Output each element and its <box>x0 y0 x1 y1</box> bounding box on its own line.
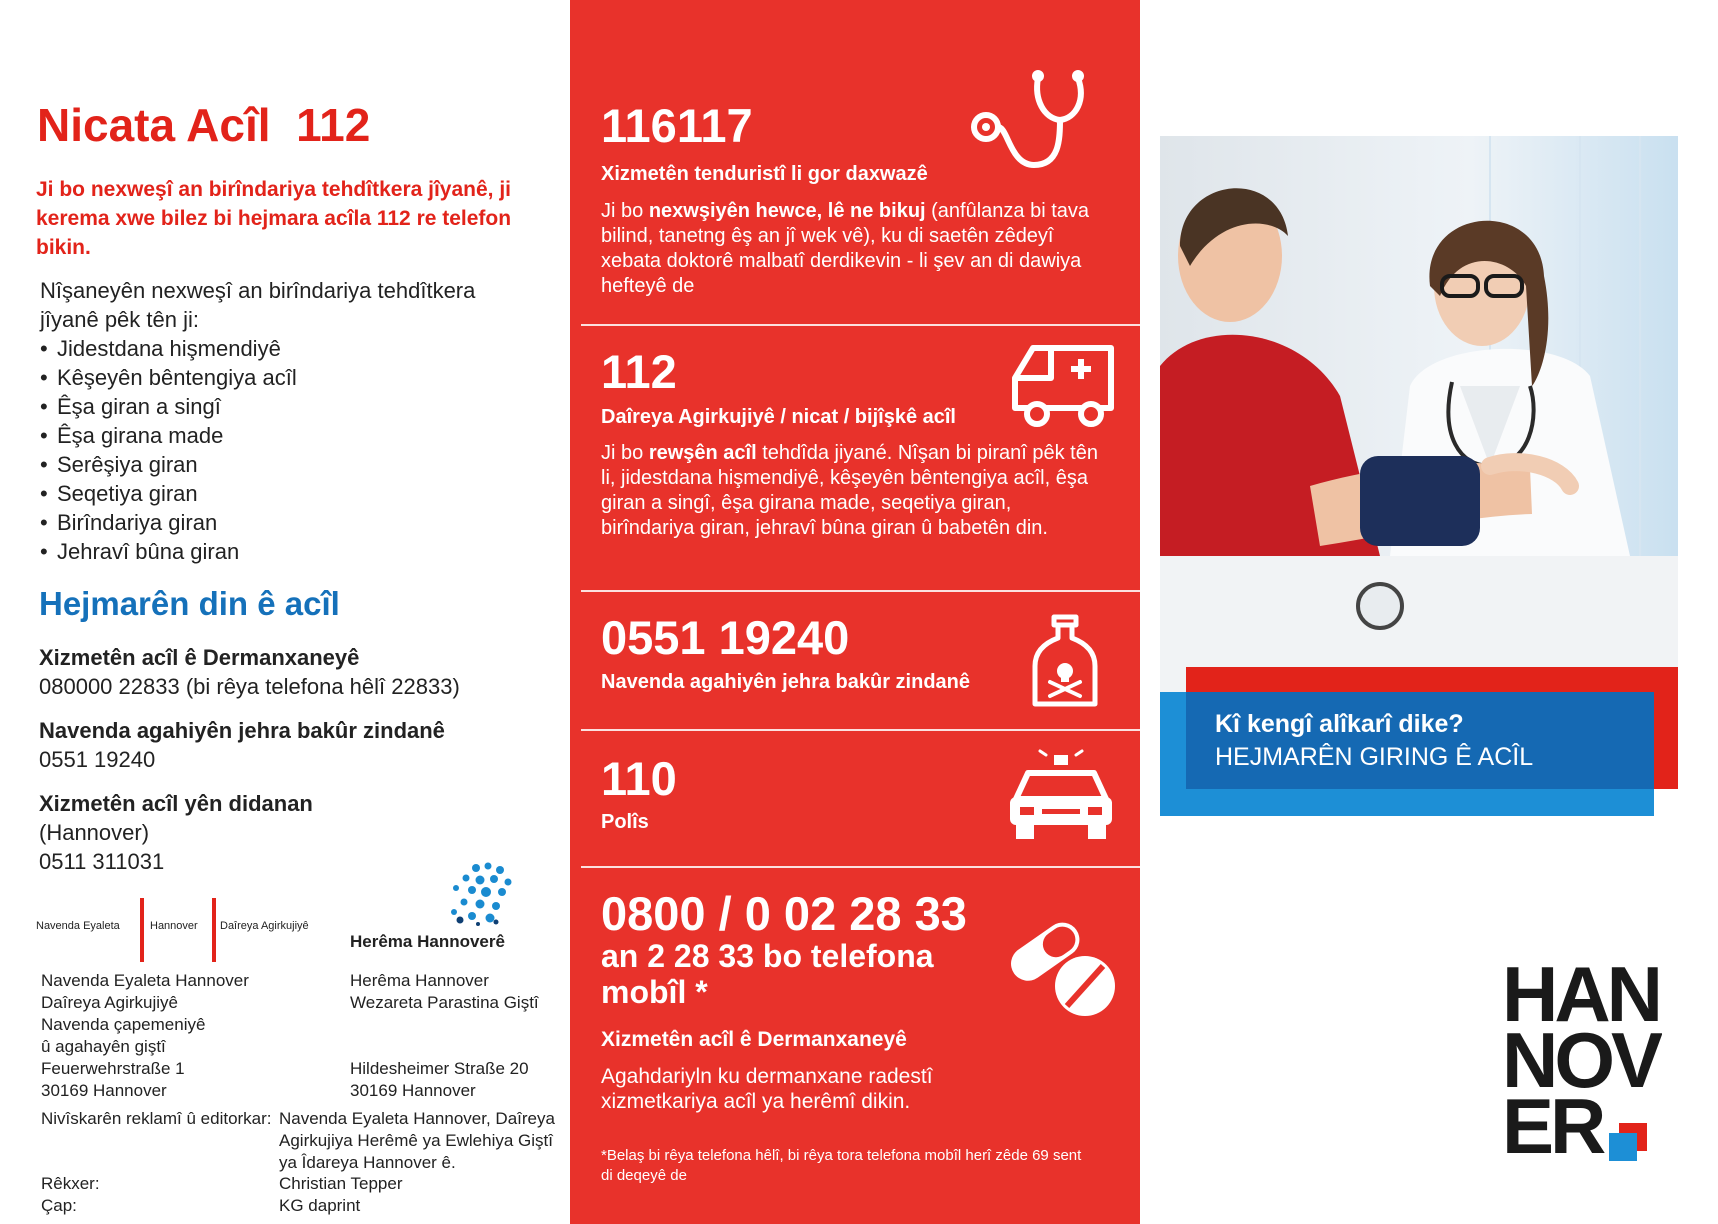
address-fire-department: Navenda Eyaleta Hannover Daîreya Agirkujiyê Navenda çapemeniyê û agahayên giştî Feuerwehrstraße 1 30169 Hannover <box>41 971 249 1100</box>
doctor-photo <box>1160 136 1678 692</box>
contact-number[interactable]: 0551 19240 <box>39 747 156 772</box>
contact-pharmacy <box>39 643 460 701</box>
dots-logo-icon <box>436 860 536 926</box>
logo-line: NOV <box>1502 1026 1660 1092</box>
cta-answer: HEJMARÊN GIRING Ê ACÎL <box>1215 743 1534 771</box>
contact-name: Xizmetên acîl ê Dermanxaneyê <box>39 645 360 670</box>
service-title: Xizmetên acîl ê Dermanxaneyê <box>601 1028 907 1051</box>
region-name: Herêma Hannoverê <box>350 932 505 951</box>
imprint-label: Çap: <box>41 1196 77 1215</box>
logo-text: Navenda Eyaleta <box>36 920 120 932</box>
phone-number[interactable]: 0551 19240 <box>601 611 850 664</box>
list-item: • Êşa giran a singî <box>40 392 297 421</box>
emergency-numbers-panel <box>570 0 1140 1224</box>
logo-text: Hannover <box>150 920 198 932</box>
poison-bottle-icon <box>1030 614 1100 710</box>
service-title: Polîs <box>601 811 649 833</box>
region-hannover-logo <box>350 862 530 952</box>
imprint-value: KG daprint <box>279 1196 361 1215</box>
phone-number[interactable]: 0800 / 0 02 28 33 <box>601 887 967 940</box>
ambulance-icon <box>1011 338 1117 430</box>
signs-heading: Nîşaneyên nexweşî an birîndariya tehdîtkera jîyanê pêk tên ji: <box>40 278 476 332</box>
signs-list <box>40 334 297 566</box>
list-item: • Êşa girana made <box>40 421 297 450</box>
fire-department-logo <box>36 898 336 968</box>
imprint-value: Christian Tepper <box>279 1174 403 1193</box>
logo-text: Daîreya Agirkujiyê <box>220 920 309 932</box>
service-description: Agahdariyln ku dermanxane radestî xizmetkariya acîl ya herêmî dikin. <box>601 1065 933 1113</box>
stethoscope-icon <box>964 70 1084 175</box>
police-car-icon <box>1006 749 1116 845</box>
section-police <box>570 731 1140 865</box>
contact-name: Navenda agahiyên jehra bakûr zindanê <box>39 718 445 743</box>
logo-bar <box>140 898 144 962</box>
list-item: • Birîndariya giran <box>40 508 297 537</box>
pills-icon <box>1001 914 1125 1024</box>
cta-question: Kî kengî alîkarî dike? <box>1215 710 1464 738</box>
cta-box <box>1186 692 1654 789</box>
contact-name: Xizmetên acîl yên didanan <box>39 791 313 816</box>
service-title: Navenda agahiyên jehra bakûr zindanê <box>601 671 971 693</box>
contact-number[interactable]: (Hannover) 0511 311031 <box>39 820 165 874</box>
contact-number[interactable]: 080000 22833 (bi rêya telefona hêlî 22833) <box>39 674 460 699</box>
doctor-measuring-blood-pressure-image <box>1160 136 1678 692</box>
contact-poison-center <box>39 716 445 774</box>
service-description: Ji bo rewşên acîl tehdîda jiyané. Nîşan bi piranî pêk tên li, jidestdana hişmendiyê, kêşeyên bêntengiya acîl, êşa giran a singî, êşa girana made, seqetiya giran, birîndariya giran, jehravî bûna giran û babetên din. <box>601 442 1098 539</box>
section-poison-center <box>570 592 1140 729</box>
imprint-value: Navenda Eyaleta Hannover, Daîreya Agirkujiya Herêmê ya Ewlehiya Giştî ya Îdareya Hannover ê. <box>279 1109 555 1172</box>
phone-number-mobile[interactable]: an 2 28 33 bo telefona mobîl * <box>601 938 934 1010</box>
service-description: Ji bo nexwşiyên hewce, lê ne bikuj (anfûlanza bi tava bilind, tanetng êş an jî wek vê), ku di saetên zêdeyî xebata doktorê malbatî derdikevin - li şev an di dawiya hefteyê de <box>601 200 1090 297</box>
left-panel <box>0 0 572 1224</box>
phone-number[interactable]: 116117 <box>601 99 753 152</box>
service-title: Daîreya Agirkujiyê / nicat / bijîşkê acîl <box>601 406 956 428</box>
phone-number[interactable]: 112 <box>601 345 677 398</box>
logo-square-blue <box>1609 1133 1637 1161</box>
list-item: • Serêşiya giran <box>40 450 297 479</box>
section-116117 <box>570 0 1140 323</box>
imprint-label: Rêkxer: <box>41 1174 100 1193</box>
intro-text: Ji bo nexweşî an birîndariya tehdîtkera jîyanê, ji kerema xwe bilez bi hejmara acîla 112 re telefon bikin. <box>36 178 512 259</box>
list-item: • Seqetiya giran <box>40 479 297 508</box>
list-item: • Kêşeyên bêntengiya acîl <box>40 363 297 392</box>
logo-line: HAN <box>1502 960 1659 1026</box>
section-112 <box>570 326 1140 590</box>
logo-line: ER <box>1502 1092 1603 1158</box>
address-region: Herêma Hannover Wezareta Parastina Giştî Hildesheimer Straße 20 30169 Hannover <box>350 971 539 1100</box>
list-item: • Jehravî bûna giran <box>40 537 297 566</box>
contact-dental <box>39 789 313 876</box>
other-numbers-heading: Hejmarên din ê acîl <box>39 585 340 622</box>
page-title: Nicata Acîl 112 <box>37 99 371 151</box>
footnote: *Belaş bi rêya telefona hêlî, bi rêya tora telefona mobîl herî zêde 69 sent di deqeyê de <box>601 1147 1082 1184</box>
imprint-label: Nivîskarên reklamî û editorkar: <box>41 1109 272 1128</box>
phone-number[interactable]: 110 <box>601 752 677 805</box>
service-title: Xizmetên tenduristî li gor daxwazê <box>601 163 928 185</box>
list-item: • Jidestdana hişmendiyê <box>40 334 297 363</box>
logo-bar <box>212 898 216 962</box>
